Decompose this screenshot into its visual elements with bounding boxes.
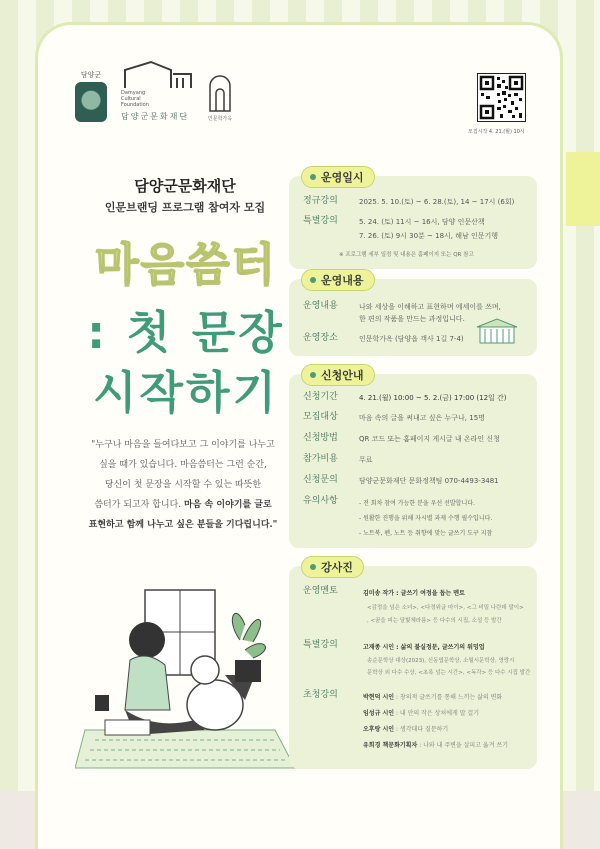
invited-row: [303, 690, 349, 700]
section-lecturers: [289, 561, 537, 769]
invited-2: [363, 708, 479, 717]
quote-line-1: "누구나 마음을 들여다보고 그 이야기를 나누고: [91, 440, 275, 450]
building-icon: [475, 317, 519, 345]
regular-row: [303, 196, 514, 207]
invited-3: [363, 724, 448, 733]
quote-line-3: 당신이 첫 문장을 시작할 수 있는 따뜻한: [104, 480, 262, 490]
place-value: 인문학가옥 (담양읍 객사 1길 7-4): [359, 335, 464, 343]
foundation-ko-name: 담양군문화재단: [121, 112, 190, 121]
target-label: 모집대상: [303, 412, 338, 422]
caution-item-2: - 원활한 진행을 위해 자시별 과제 수행 필수입니다.: [359, 515, 493, 522]
program-subtitle: 인문브랜딩 프로그램 참여자 모집: [104, 201, 266, 214]
place-label: 운영장소: [303, 333, 338, 343]
mentor-row: [303, 586, 349, 596]
humanities-house-logo: [207, 73, 233, 122]
contact-value: 담양군문화재단 문화정책팀 070-4493-3481: [359, 477, 499, 485]
special-desc-2: 문학상 외 다수 수상, <초록 넘는 시간>, <독각> 등 다수 시집 발간: [367, 670, 531, 676]
qr-caption: 모집시작 4. 21.(월) 10시: [468, 129, 525, 135]
contact-row: [303, 475, 499, 486]
section-content: [289, 274, 537, 356]
period-value: 4. 21.(월) 10:00 ~ 5. 2.(금) 17:00 (12일 간): [359, 394, 507, 402]
bullet-dot-icon: [310, 174, 316, 180]
quote-bold-2: 표현하고 함께 나누고 싶은 분들을 기다립니다.": [88, 520, 278, 530]
invited-1: [363, 692, 502, 701]
seal-caption: 담양군: [80, 71, 102, 79]
quote-line-2: 싶을 때가 있습니다. 마음씀터는 그런 순간,: [99, 460, 267, 470]
contact-label: 신청문의: [303, 475, 338, 485]
mentor-name-text: 김미송 작가 : 글쓰기 여정을 돕는 멘토: [363, 590, 465, 597]
headline-line-1: 마음씀터: [95, 238, 277, 291]
house-roof-icon: [121, 60, 193, 90]
invited-1-topic: : 창의적 글쓰기를 통해 느끼는 삶의 변화: [396, 694, 503, 701]
spacer: [303, 230, 349, 241]
qr-code[interactable]: [477, 73, 526, 122]
regular-label: 정규강의: [303, 196, 338, 206]
invited-2-name: 임성규 시인: [363, 710, 395, 717]
period-row: [303, 392, 507, 403]
mentor-label: 운영멘토: [303, 586, 338, 596]
invited-3-topic: : 생각대다 질문하기: [396, 726, 449, 733]
organization-title: 담양군문화재단: [134, 177, 236, 195]
content-value-1: 나와 세상을 이해하고 표현하며 에세이를 쓰며,: [359, 303, 501, 311]
schedule-heading-text: 운영일시: [321, 171, 364, 184]
invited-1-name: 박현덕 시인: [363, 694, 395, 701]
bullet-dot-icon: [310, 277, 316, 283]
method-label: 신청방법: [303, 433, 338, 443]
special-lecture-row: [303, 640, 349, 650]
invited-4-name: 유희경 책문화기획자: [363, 742, 418, 749]
schedule-note: ※ 프로그램 세부 일정 및 내용은 홈페이지 또는 QR 참고: [339, 252, 474, 258]
content-heading: [301, 269, 375, 291]
caution-row: [303, 496, 349, 506]
schedule-heading: [301, 166, 375, 188]
intro-quote: [76, 435, 290, 535]
content-row-2: [303, 313, 465, 324]
regular-value: 2025. 5. 10.(토) ~ 6. 28.(토), 14 ~ 17시 (6회): [359, 198, 515, 206]
special-lecturer-name: [363, 642, 485, 651]
lecturers-heading: [301, 556, 364, 578]
special-value-2: 7. 26. (토) 9시 30분 ~ 18시, 해남 인문기행: [359, 232, 499, 240]
quote-line-4-text: 씀터가 되고자 합니다.: [94, 500, 182, 510]
fee-row: [303, 454, 373, 465]
special-row-2: [303, 230, 498, 241]
invited-4-topic: : 나와 내 주변을 살피고 옮겨 쓰기: [419, 742, 509, 749]
arch-caption: 인문학가옥: [207, 116, 233, 122]
caution-label: 유의사항: [303, 496, 338, 506]
bullet-dot-icon: [310, 372, 316, 378]
mentor-name: [363, 588, 465, 597]
foundation-en-line-1: Damyang: [121, 90, 146, 96]
lecturers-heading-text: 강사진: [321, 561, 353, 574]
special-desc-1: 송순문학상 대상(2023), 신동엽문학상, 소월시문학상, 영랑시: [367, 658, 515, 664]
lime-accent-block: [566, 152, 600, 226]
seal-icon: [75, 82, 107, 122]
content-row: [303, 301, 501, 312]
special-value-1: 5. 24. (토) 11시 ~ 16시, 담양 인문산책: [359, 218, 485, 226]
apply-heading-text: 신청안내: [321, 369, 364, 382]
reading-woman-illustration: [75, 580, 305, 770]
special-lecturer-name-text: 고재종 시인 : 삶의 불실정문, 글쓰기의 워밍업: [363, 644, 485, 651]
spacer: [303, 313, 349, 324]
quote-line-5: [76, 515, 290, 535]
headline-line-2: : 첫 문장: [87, 306, 285, 359]
invited-label: 초청강의: [303, 690, 338, 700]
bullet-dot-icon: [310, 564, 316, 570]
special-row: [303, 216, 485, 227]
damyang-seal-logo: [75, 70, 107, 122]
place-row: [303, 333, 464, 344]
invited-3-name: 오후랑 시인: [363, 726, 395, 733]
quote-line-4: [76, 495, 290, 515]
headline-line-3: 시작하기: [93, 366, 279, 419]
content-value-2: 한 편의 작품을 만드는 과정입니다.: [359, 315, 465, 323]
target-value: 마음 속의 글을 써내고 싶은 누구나, 15명: [359, 414, 485, 422]
logo-group: [75, 60, 233, 122]
qr-code-icon: [478, 74, 525, 121]
content-heading-text: 운영내용: [321, 274, 364, 287]
foundation-en-line-3: Foundation: [121, 102, 149, 108]
quote-bold-1: 마음 속 이야기를 글로: [184, 500, 272, 510]
caution-item-1: - 전 회차 참여 가능한 분을 우선 선발합니다.: [359, 500, 475, 507]
fee-value: 무료: [359, 456, 373, 464]
invited-2-topic: : 내 안의 작은 상처에게 말 걸기: [396, 710, 480, 717]
invited-4: [363, 740, 508, 749]
section-apply: [289, 369, 537, 548]
special-label: 특별강의: [303, 216, 338, 226]
mentor-desc: <감정을 넘은 소녀>, <다정위글 마이>, <그 비밀 나란데 말이> , <꿈을 피는 달빛체라름> 등 다수의 시집, 소설 등 발간: [367, 605, 524, 624]
arch-window-icon: [207, 73, 233, 113]
method-row: [303, 433, 500, 444]
foundation-logo: [121, 60, 193, 122]
section-schedule: [289, 171, 537, 269]
apply-heading: [301, 364, 375, 386]
content-label: 운영내용: [303, 301, 338, 311]
foundation-en-line-2: Cultural: [121, 96, 141, 102]
period-label: 신청기간: [303, 392, 338, 402]
special-lecture-label: 특별강의: [303, 640, 338, 650]
method-value: QR 코드 또는 홈페이지 게시글 내 온라인 신청: [359, 435, 500, 443]
fee-label: 참가비용: [303, 454, 338, 464]
caution-item-3: - 노트북, 펜, 노트 등 취향에 맞는 글쓰기 도구 지참: [359, 530, 493, 537]
target-row: [303, 412, 485, 423]
